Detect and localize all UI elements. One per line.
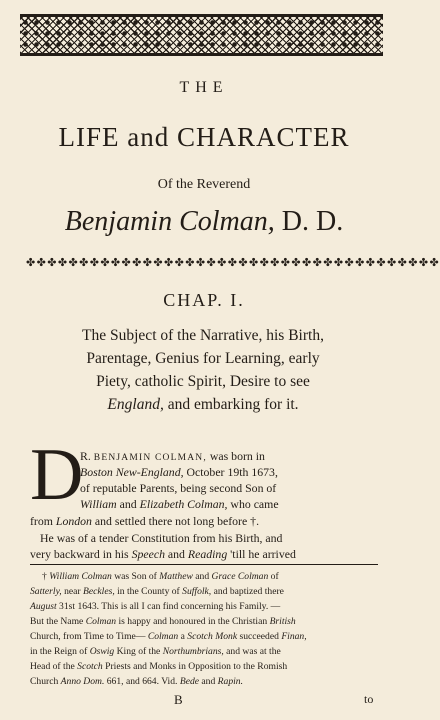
chapter-summary xyxy=(10,324,396,416)
body-line-4: William and Elizabeth Colman, who came xyxy=(80,497,279,511)
body-line-5: from London and settled there not long before †. xyxy=(30,514,260,528)
title-life-and-character: LIFE and CHARACTER xyxy=(58,122,350,152)
body-line-2: Boston New-England, October 19th 1673, xyxy=(80,465,278,479)
degree-text: D. D. xyxy=(274,206,344,237)
ornament-rule: ✤✤✤✤✤✤✤✤✤✤✤✤✤✤✤✤✤✤✤✤✤✤✤✤✤✤✤✤✤✤✤✤✤✤✤✤✤✤✤ xyxy=(26,257,440,269)
signature-mark: B xyxy=(174,692,183,707)
name-text: Benjamin Colman, xyxy=(64,206,275,237)
summary-line: Piety, catholic Spirit, Desire to see xyxy=(96,373,310,390)
title-of-the-reverend: Of the Reverend xyxy=(157,177,251,192)
catchword: to xyxy=(364,692,374,706)
body-line-3: of reputable Parents, being second Son of xyxy=(80,481,277,495)
footnote-line-7: Head of the Scotch Priests and Monks in Opposition to the Romish xyxy=(30,661,288,672)
footnote-line-4: But the Name Colman is happy and honoured in the Christian British xyxy=(30,616,296,627)
body-line-1: R. BENJAMIN COLMAN, was born in xyxy=(80,449,265,463)
summary-line: The Subject of the Narrative, his Birth, xyxy=(82,327,324,344)
body-line-7: very backward in his Speech and Reading 'till he arrived xyxy=(30,547,296,561)
footnote-line-3: August 31st 1643. This is all I can find concerning his Family. — xyxy=(30,601,281,612)
footnote-line-2: Satterly, near Beckles, in the County of Suffolk, and baptized there xyxy=(30,586,284,597)
footnote-line-8: Church Anno Dom. 661, and 664. Vid. Bede and Rapin. xyxy=(30,676,243,687)
title-the: THE xyxy=(179,79,229,96)
footnote-line-5: Church, from Time to Time— Colman a Scotch Monk succeeded Finan, xyxy=(30,631,307,642)
footnote-rule xyxy=(30,564,378,565)
footnote-line-1: † William Colman was Son of Matthew and Grace Colman of xyxy=(42,571,279,582)
title-name xyxy=(0,206,408,238)
footnote-line-6: in the Reign of Oswig King of the Northumbrians, and was at the xyxy=(30,646,281,657)
summary-line: Parentage, Genius for Learning, early xyxy=(86,350,320,367)
ornamental-headpiece xyxy=(20,14,383,56)
body-line-6: He was of a tender Constitution from his Birth, and xyxy=(40,531,283,545)
summary-line: England, and embarking for it. xyxy=(107,396,299,413)
chapter-heading: CHAP. I. xyxy=(163,290,245,310)
drop-cap: D xyxy=(30,434,84,516)
